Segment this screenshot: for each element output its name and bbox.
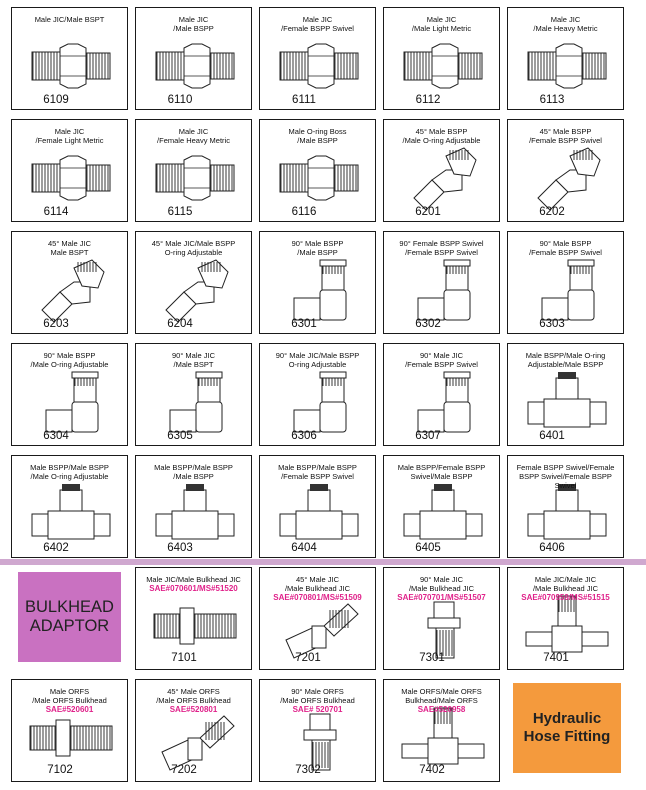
fitting-card [11,679,128,782]
bulkhead-adaptor-label: BULKHEAD ADAPTOR [18,572,121,662]
fitting-card [259,679,376,782]
fitting-name: 45° Male BSPP /Male O-ring Adjustable [402,127,481,145]
fitting-number: 6202 [539,206,565,218]
fitting-name: Male JIC /Male Light Metric [411,15,472,33]
fitting-card [11,455,128,558]
fitting-name: 90° Male ORFS /Male ORFS Bulkhead [280,687,355,705]
fitting-name: Male JIC/Male JIC /Male Bulkhead JIC [532,575,599,593]
fitting-standard-code: SAE#070601/MS#51520 [149,584,238,593]
fitting-name: 45° Male ORFS /Male ORFS Bulkhead [156,687,231,705]
fitting-card [135,567,252,670]
fitting-card [383,343,500,446]
fitting-number: 7301 [419,652,445,664]
fitting-card [259,343,376,446]
fitting-card [383,679,500,782]
fitting-card [135,343,252,446]
fitting-name: Male BSPP/Female BSPP Swivel/Male BSPP [397,463,486,481]
fitting-number: 6303 [539,318,565,330]
fitting-standard-code: SAE# 520701 [292,705,343,714]
fitting-name: 90° Male BSPP /Female BSPP Swivel [529,239,602,257]
fitting-number: 6305 [167,430,193,442]
fitting-number: 6203 [43,318,69,330]
fitting-card [135,119,252,222]
fitting-number: 6403 [167,542,193,554]
fitting-name: Male JIC /Female BSPP Swivel [281,15,354,33]
fitting-name: 90° Male JIC /Male Bulkhead JIC [408,575,475,593]
fitting-number: 6110 [167,94,193,106]
fitting-card [383,455,500,558]
fitting-standard-code: SAE#070701/MS#51507 [397,593,486,602]
fitting-name: Male BSPP/Male BSPP /Male BSPP [154,463,233,481]
fitting-card [11,343,128,446]
fitting-number: 6307 [415,430,441,442]
fitting-name: Male BSPP/Male BSPP /Female BSPP Swivel [278,463,357,481]
fitting-number: 7202 [171,764,197,776]
fitting-name: Male JIC/Male Bulkhead JIC [146,575,241,584]
fitting-standard-code: SAE#520801 [169,705,218,714]
fitting-number: 7401 [543,652,569,664]
fitting-card [259,119,376,222]
fitting-card [11,7,128,110]
fitting-number: 6114 [43,206,69,218]
fitting-standard-code: SAE#070959/MS#51515 [521,593,610,602]
fitting-number: 6304 [43,430,69,442]
fitting-number: 6306 [291,430,317,442]
fitting-name: Male BSPP/Male BSPP /Male O-ring Adjustable [30,463,109,481]
fitting-card [507,343,624,446]
fitting-name: 90° Male JIC/Male BSPP O-ring Adjustable [275,351,360,369]
fitting-name: 45° Male JIC/Male BSPP O-ring Adjustable [151,239,236,257]
fitting-name: 90° Male JIC /Male BSPT [171,351,215,369]
fitting-card [383,7,500,110]
fitting-name: Male JIC/Male BSPT [34,15,105,24]
fitting-number: 6201 [415,206,441,218]
fitting-number: 6112 [415,94,441,106]
fitting-card [259,455,376,558]
fitting-standard-code: SAE#070801/MS#51509 [273,593,362,602]
fitting-card [135,455,252,558]
fitting-name: 45° Male BSPP /Female BSPP Swivel [529,127,602,145]
fitting-card [507,231,624,334]
fitting-number: 6404 [291,542,317,554]
fitting-card [259,567,376,670]
hydraulic-hose-fitting-label: Hydraulic Hose Fitting [513,683,621,773]
fitting-name: 45° Male JIC /Male Bulkhead JIC [284,575,351,593]
fitting-name: Female BSPP Swivel/Female BSPP Swivel/Female BSPP Swivel [516,463,615,490]
fitting-number: 6302 [415,318,441,330]
section-divider [0,559,646,565]
fitting-number: 6401 [539,430,565,442]
fitting-name: 90° Male BSPP /Male O-ring Adjustable [30,351,109,369]
fitting-number: 6406 [539,542,565,554]
fitting-card [383,119,500,222]
fitting-card [507,119,624,222]
fitting-card [507,7,624,110]
fitting-standard-code: SAE#520601 [45,705,94,714]
fitting-card [135,7,252,110]
fitting-number: 6116 [291,206,317,218]
fitting-number: 7102 [47,764,73,776]
fitting-number: 7201 [295,652,321,664]
fitting-number: 7302 [295,764,321,776]
fitting-name: Male JIC /Male Heavy Metric [533,15,598,33]
fitting-standard-code: SAE#520958 [417,705,466,714]
fitting-number: 6204 [167,318,193,330]
fitting-name: Male JIC /Female Light Metric [35,127,104,145]
fitting-name: Male O-ring Boss /Male BSPP [288,127,347,145]
fitting-name: 45° Male JIC Male BSPT [47,239,91,257]
fitting-card [383,231,500,334]
fitting-number: 7101 [171,652,197,664]
fitting-number: 6402 [43,542,69,554]
fitting-number: 7402 [419,764,445,776]
fitting-card [259,7,376,110]
fitting-name: Male ORFS/Male ORFS Bulkhead/Male ORFS [401,687,482,705]
fitting-card [135,679,252,782]
fitting-name: Male JIC /Male BSPP [173,15,214,33]
fitting-name: Male BSPP/Male O-ring Adjustable/Male BSPP [525,351,606,369]
fitting-card [383,567,500,670]
fitting-name: 90° Male JIC /Female BSPP Swivel [405,351,478,369]
fitting-name: 90° Male BSPP /Male BSPP [291,239,344,257]
fitting-name: Male ORFS /Male ORFS Bulkhead [32,687,107,705]
fitting-card [507,455,624,558]
fitting-number: 6109 [43,94,69,106]
fitting-number: 6115 [167,206,193,218]
fitting-card [507,567,624,670]
fitting-card [11,119,128,222]
fitting-number: 6111 [292,94,316,106]
fitting-name: 90° Female BSPP Swivel /Female BSPP Swivel [399,239,484,257]
fitting-number: 6113 [539,94,565,106]
fitting-card [135,231,252,334]
fitting-card [11,231,128,334]
fitting-number: 6405 [415,542,441,554]
fitting-number: 6301 [291,318,317,330]
fitting-name: Male JIC /Female Heavy Metric [157,127,230,145]
fitting-card [259,231,376,334]
